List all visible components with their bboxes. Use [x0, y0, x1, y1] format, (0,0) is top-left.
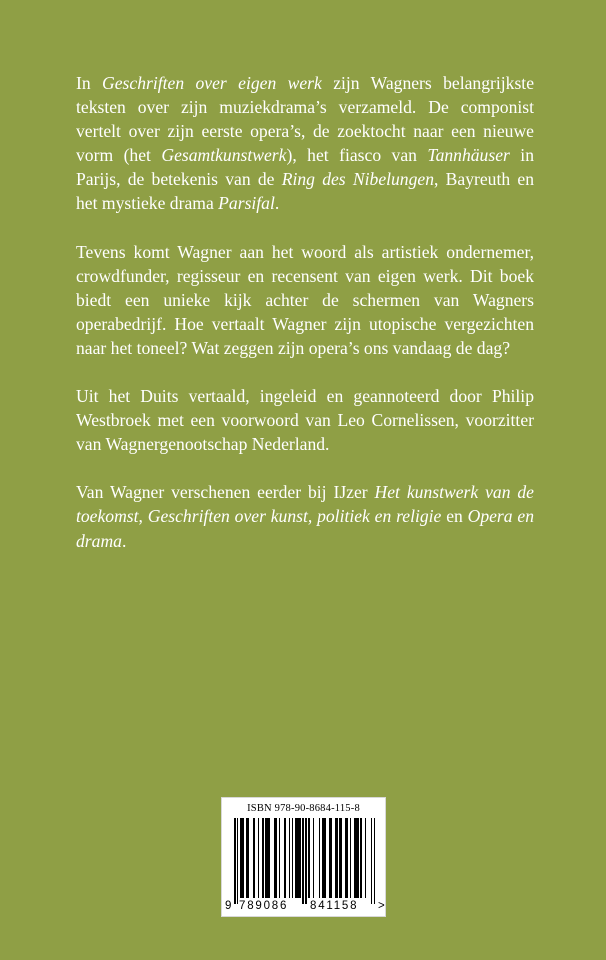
barcode-bar	[308, 818, 310, 898]
barcode-bar	[319, 818, 321, 898]
title-ring-des-nibelungen: Ring des Nibelungen	[281, 169, 435, 190]
isbn-barcode	[221, 797, 386, 917]
barcode-bar	[350, 818, 352, 898]
blurb-paragraph-2: Tevens komt Wagner aan het woord als artistiek ondernemer, crowdfunder, regisseur en recensent van eigen werk. Dit boek biedt een unieke kijk achter de schermen van Wagners operabedrijf. Hoe vertaalt Wagner zijn utopische vergezichten naar het toneel? Wat zeggen zijn opera’s ons vandaag de dag?	[76, 241, 534, 358]
barcode-bar	[234, 818, 236, 904]
barcode-bar	[347, 818, 349, 898]
blurb-paragraph-1: In Geschriften over eigen werk zijn Wagners belangrijkste teksten over zijn muziekdrama’s verzameld. De componist vertelt over zijn eerste opera’s, de zoektocht naar een nieuwe vorm (het Gesamtkunstwerk), het fiasco van Tannhäuser in Parijs, de betekenis van de Ring des Nibelungen, Bayreuth en het mystieke drama Parsifal.	[76, 73, 535, 214]
barcode-bar	[302, 818, 304, 904]
title-geschriften-over-eigen-werk: Geschriften over eigen werk	[102, 73, 322, 93]
barcode-bar	[305, 818, 307, 904]
blurb-paragraph-3: Uit het Duits vertaald, ingeleid en geannoteerd door Philip Westbroek met een voorwoord van Leo Cornelissen, voorzitter van Wagnergenootschap Nederland.	[76, 386, 534, 455]
title-tannhauser: Tannhäuser	[427, 145, 510, 166]
barcode-bar	[336, 818, 338, 898]
barcode-bar	[325, 818, 327, 898]
title-parsifal: Parsifal	[218, 193, 275, 214]
barcode-bar	[299, 818, 301, 898]
barcode-bar	[279, 818, 281, 898]
blurb-text	[76, 71, 534, 577]
barcode-bars	[234, 818, 375, 898]
barcode-bar	[284, 818, 286, 898]
title-het-kunstwerk-van-de-toekomst: Het kunstwerk van de toekomst	[76, 482, 534, 527]
blurb-paragraph-4: Van Wagner verschenen eerder bij IJzer Het kunstwerk van de toekomst, Geschriften over kunst, politiek en religie en Opera en drama.	[76, 482, 535, 551]
barcode-arrow: >	[378, 900, 385, 912]
barcode-bar	[371, 818, 373, 904]
title-opera-en-drama: Opera en drama	[76, 506, 535, 551]
barcode-bar	[289, 818, 291, 898]
barcode-bar	[374, 818, 376, 904]
barcode-digits	[222, 900, 385, 914]
barcode-digit-lead: 9	[225, 900, 232, 912]
barcode-bar	[360, 818, 362, 898]
barcode-bar	[258, 818, 260, 898]
barcode-digits-left: 789086	[239, 900, 289, 912]
barcode-bar	[268, 818, 270, 898]
barcode-bar	[243, 818, 245, 898]
barcode-bar	[237, 818, 239, 904]
barcode-bar	[330, 818, 332, 898]
barcode-bar	[313, 818, 315, 898]
barcode-bar	[292, 818, 294, 898]
term-gesamtkunstwerk: Gesamtkunstwerk	[161, 145, 287, 166]
barcode-bar	[276, 818, 278, 898]
barcode-bar	[262, 818, 264, 898]
barcode-bar	[253, 818, 255, 898]
isbn-label: ISBN 978-90-8684-115-8	[247, 803, 360, 814]
barcode-bar	[341, 818, 343, 898]
barcode-bar	[365, 818, 367, 898]
title-geschriften-over-kunst: Geschriften over kunst, politiek en religie	[147, 506, 442, 527]
barcode-bar	[247, 818, 249, 898]
barcode-bar	[357, 818, 359, 898]
barcode-digits-right: 841158	[310, 900, 359, 912]
